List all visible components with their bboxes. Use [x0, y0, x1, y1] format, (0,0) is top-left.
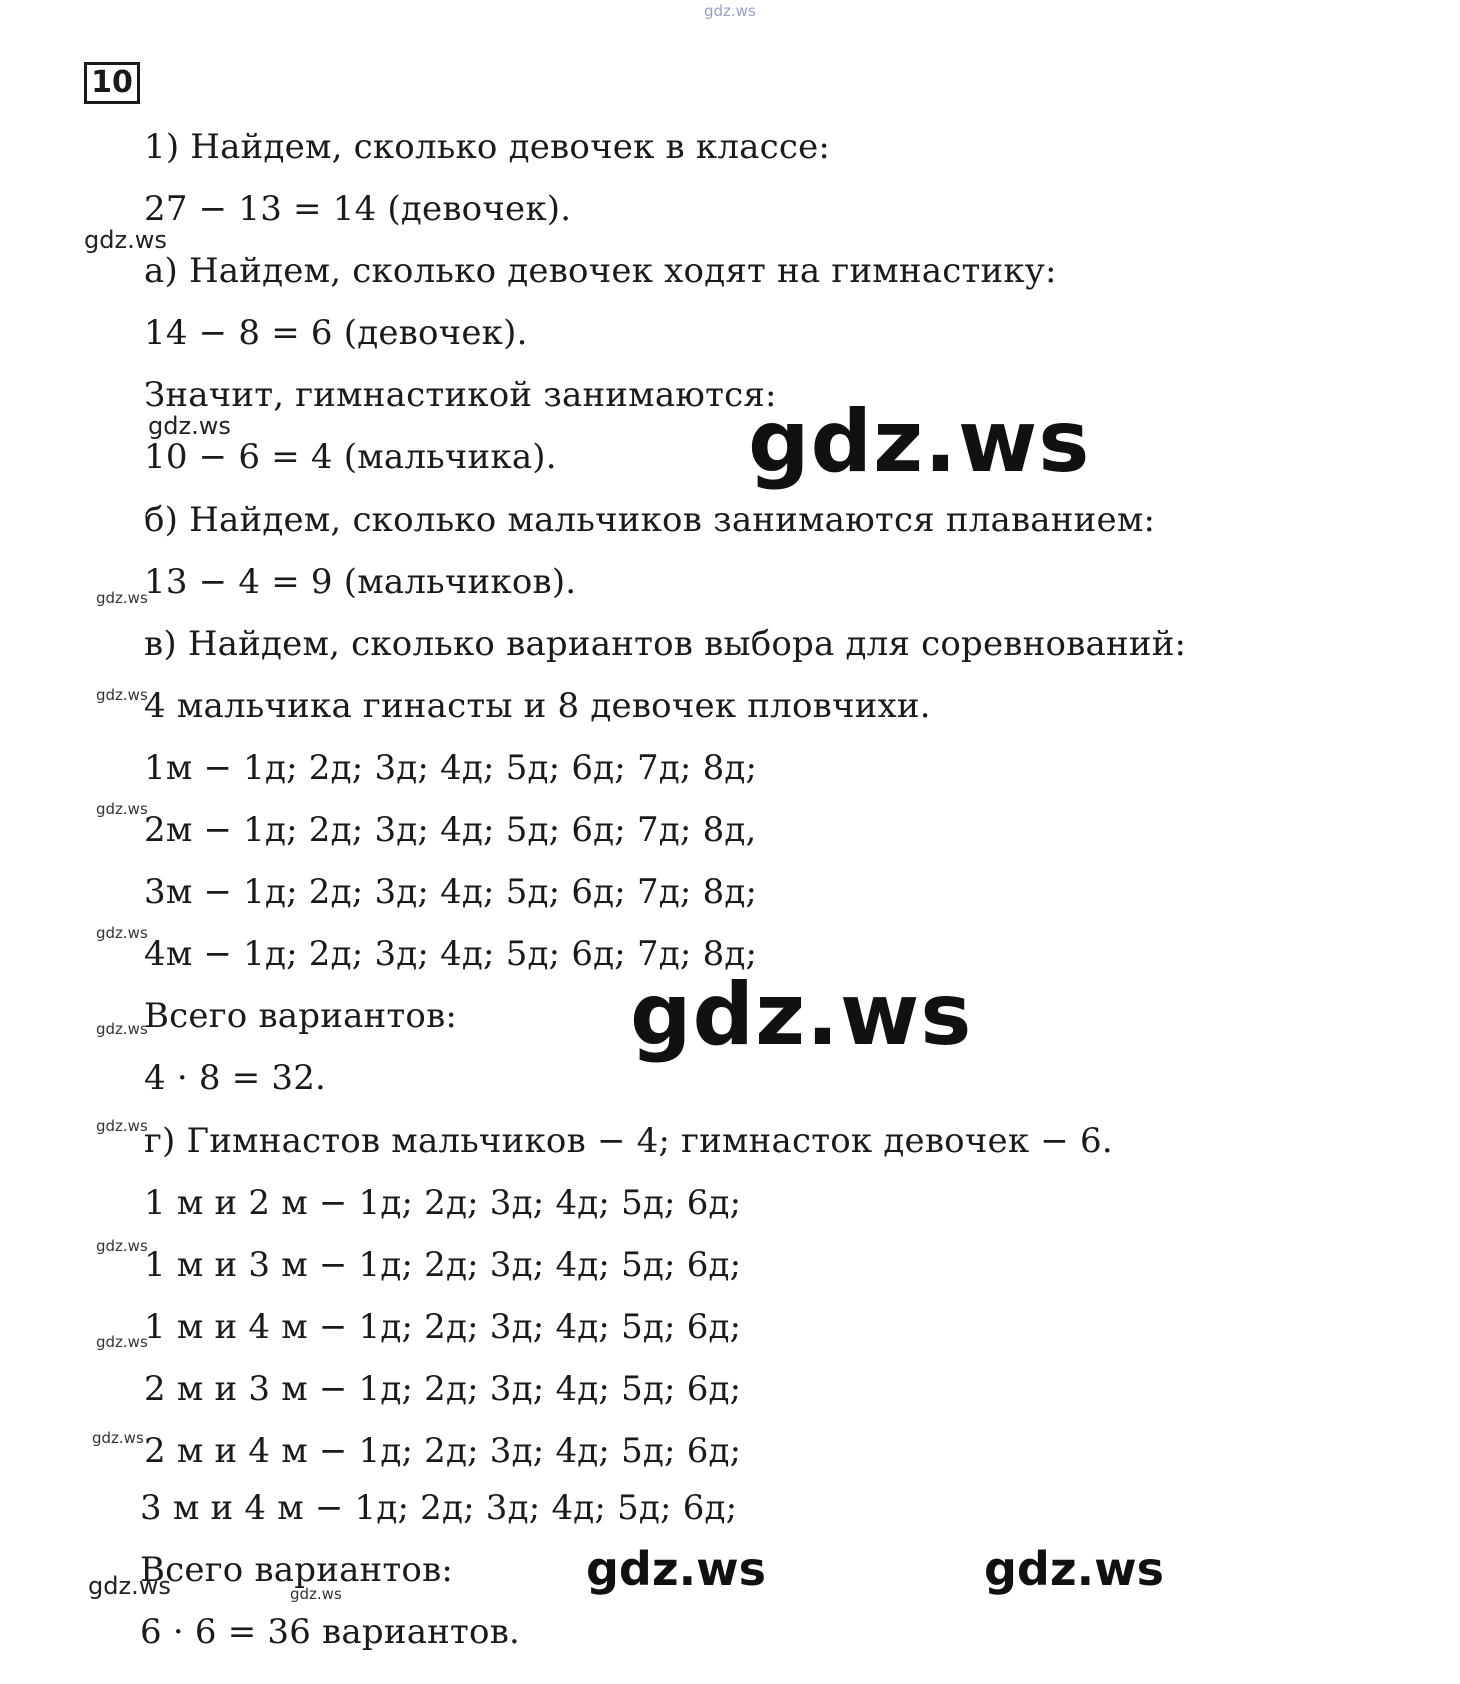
- watermark-large: gdz.ws: [586, 1542, 766, 1596]
- watermark-big: gdz.ws: [630, 965, 973, 1065]
- solution-line: 2 м и 3 м − 1д; 2д; 3д; 4д; 5д; 6д;: [144, 1369, 742, 1409]
- problem-number: 10: [84, 62, 140, 104]
- solution-line: 6 · 6 = 36 вариантов.: [140, 1612, 521, 1652]
- solution-line: 2м − 1д; 2д; 3д; 4д; 5д; 6д; 7д; 8д,: [144, 810, 757, 850]
- solution-line: а) Найдем, сколько девочек ходят на гимнастику:: [144, 251, 1057, 291]
- solution-line: Значит, гимнастикой занимаются:: [144, 375, 777, 415]
- solution-line: 4 мальчика гинасты и 8 девочек пловчихи.: [144, 686, 931, 726]
- solution-line: 1 м и 2 м − 1д; 2д; 3д; 4д; 5д; 6д;: [144, 1183, 742, 1223]
- watermark: gdz.ws: [96, 1117, 148, 1135]
- solution-line: 14 − 8 = 6 (девочек).: [144, 313, 528, 353]
- watermark: gdz.ws: [290, 1585, 342, 1603]
- watermark: gdz.ws: [148, 412, 231, 440]
- watermark: gdz.ws: [96, 924, 148, 942]
- solution-line: г) Гимнастов мальчиков − 4; гимнасток девочек − 6.: [144, 1121, 1113, 1161]
- solution-line: 2 м и 4 м − 1д; 2д; 3д; 4д; 5д; 6д;: [144, 1431, 742, 1471]
- watermark: gdz.ws: [84, 226, 167, 254]
- watermark: gdz.ws: [96, 1237, 148, 1255]
- watermark: gdz.ws: [96, 800, 148, 818]
- solution-line: 4м − 1д; 2д; 3д; 4д; 5д; 6д; 7д; 8д;: [144, 934, 758, 974]
- watermark: gdz.ws: [96, 686, 148, 704]
- solution-line: б) Найдем, сколько мальчиков занимаются плаванием:: [144, 500, 1156, 540]
- solution-line: 1 м и 4 м − 1д; 2д; 3д; 4д; 5д; 6д;: [144, 1307, 742, 1347]
- solution-line: Всего вариантов:: [144, 996, 458, 1036]
- watermark: gdz.ws: [96, 1333, 148, 1351]
- solution-line: 1м − 1д; 2д; 3д; 4д; 5д; 6д; 7д; 8д;: [144, 748, 758, 788]
- solution-line: 1 м и 3 м − 1д; 2д; 3д; 4д; 5д; 6д;: [144, 1245, 742, 1285]
- watermark: gdz.ws: [92, 1429, 144, 1447]
- solution-line: 27 − 13 = 14 (девочек).: [144, 189, 572, 229]
- solution-line: 13 − 4 = 9 (мальчиков).: [144, 562, 577, 602]
- watermark-large: gdz.ws: [984, 1542, 1164, 1596]
- solution-line: в) Найдем, сколько вариантов выбора для соревнований:: [144, 624, 1187, 664]
- solution-line: Всего вариантов:: [140, 1550, 454, 1590]
- watermark-big: gdz.ws: [748, 392, 1091, 492]
- watermark: gdz.ws: [96, 1020, 148, 1038]
- watermark-top: gdz.ws: [704, 2, 756, 20]
- solution-line: 1) Найдем, сколько девочек в классе:: [144, 127, 831, 167]
- watermark: gdz.ws: [88, 1572, 171, 1600]
- watermark: gdz.ws: [96, 589, 148, 607]
- solution-line: 4 · 8 = 32.: [144, 1058, 327, 1098]
- solution-line: 3м − 1д; 2д; 3д; 4д; 5д; 6д; 7д; 8д;: [144, 872, 758, 912]
- solution-line: 3 м и 4 м − 1д; 2д; 3д; 4д; 5д; 6д;: [140, 1488, 738, 1528]
- solution-line: 10 − 6 = 4 (мальчика).: [144, 437, 557, 477]
